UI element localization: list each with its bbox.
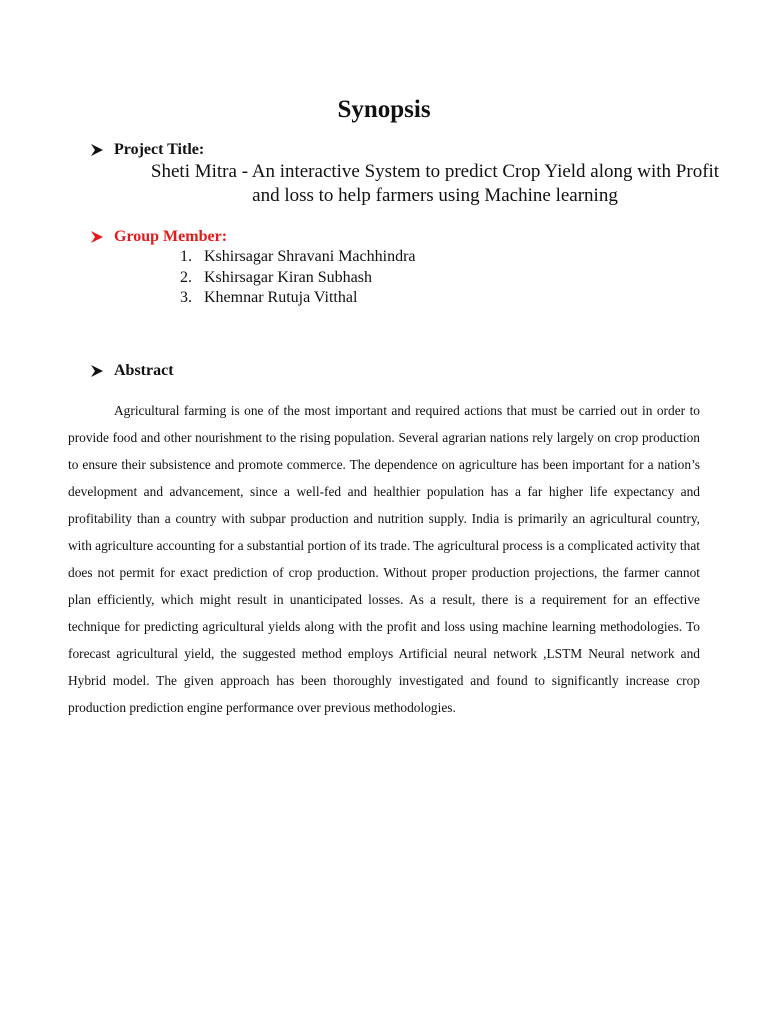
abstract-body: Agricultural farming is one of the most important and required actions that must be carried out in order to provide food and other nourishment to the rising population. Several agrarian nations rely largely on crop production to ensure their subsistence and promote commerce. The dependence on agriculture has been important for a nation’s development and advancement, since a well-fed and healthier population has a far higher life expectancy and profitability than a country with subpar production and nutrition supply. India is primarily an agricultural country, with agriculture accounting for a substantial portion of its trade. The agricultural process is a complicated activity that does not permit for exact prediction of crop production. Without proper production projections, the farmer cannot plan efficiently, which might result in unanticipated losses. As a result, there is a requirement for an effective technique for predicting agricultural yields along with the profit and loss using machine learning methodologies. To forecast agricultural yield, the suggested method employs Artificial neural network ,LSTM Neural network and Hybrid model. The given approach has been thoroughly investigated and found to significantly increase crop production prediction engine performance over previous methodologies. bbox=[68, 403, 700, 715]
list-number: 3. bbox=[180, 289, 192, 306]
member-list bbox=[180, 247, 416, 309]
list-item bbox=[180, 288, 416, 309]
member-name: Kshirsagar Kiran Subhash bbox=[204, 268, 372, 286]
list-item bbox=[180, 268, 416, 289]
group-member-heading bbox=[90, 227, 227, 247]
group-member-label: Group Member: bbox=[114, 228, 228, 245]
member-name: Khemnar Rutuja Vitthal bbox=[204, 289, 358, 306]
abstract-label: Abstract bbox=[114, 362, 174, 379]
project-title-heading bbox=[90, 140, 204, 160]
project-title-text: Sheti Mitra - An interactive System to predict Crop Yield along with Profit and loss to help farmers using Machine learning bbox=[150, 161, 720, 206]
arrowhead-bullet-icon bbox=[90, 230, 104, 244]
arrowhead-bullet-icon bbox=[90, 143, 104, 157]
list-item bbox=[180, 247, 416, 268]
list-number: 1. bbox=[180, 248, 192, 265]
list-number: 2. bbox=[180, 268, 192, 286]
arrowhead-bullet-icon bbox=[90, 364, 104, 378]
page-title: Synopsis bbox=[337, 96, 431, 123]
abstract-heading bbox=[90, 361, 174, 381]
member-name: Kshirsagar Shravani Machhindra bbox=[204, 248, 416, 265]
project-title-label: Project Title: bbox=[114, 141, 205, 158]
